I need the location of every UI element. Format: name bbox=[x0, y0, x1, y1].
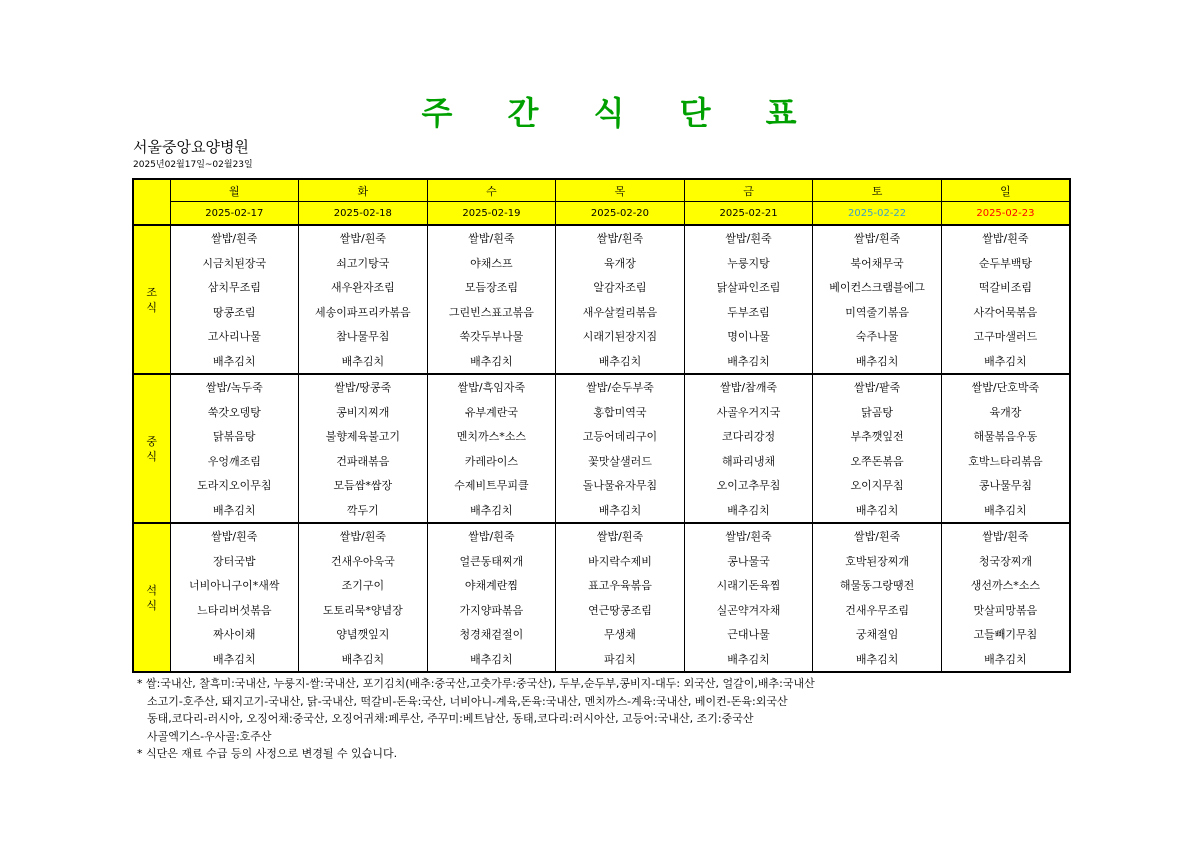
table-row bbox=[133, 647, 1070, 673]
menu-cell-wed: 야채스프 bbox=[427, 251, 556, 276]
menu-cell-fri: 근대나물 bbox=[684, 622, 813, 647]
menu-cell-tue: 쌀밥/흰죽 bbox=[299, 523, 428, 549]
meal-label-char: 중 bbox=[146, 434, 158, 448]
day-name-thu: 목 bbox=[556, 179, 685, 202]
menu-cell-tue: 쌀밥/흰죽 bbox=[299, 225, 428, 251]
table-row bbox=[133, 523, 1070, 549]
menu-cell-sun: 해물볶음우동 bbox=[941, 424, 1070, 449]
menu-cell-fri: 콩나물국 bbox=[684, 549, 813, 574]
menu-cell-fri: 배추김치 bbox=[684, 349, 813, 375]
menu-cell-sat: 쌀밥/흰죽 bbox=[813, 225, 942, 251]
menu-cell-wed: 청경채겉절이 bbox=[427, 622, 556, 647]
menu-cell-fri: 해파리냉채 bbox=[684, 449, 813, 474]
menu-cell-wed: 멘치까스*소스 bbox=[427, 424, 556, 449]
menu-cell-fri: 사골우거지국 bbox=[684, 400, 813, 425]
menu-cell-mon: 배추김치 bbox=[170, 647, 299, 673]
menu-cell-sat: 배추김치 bbox=[813, 498, 942, 524]
menu-cell-fri: 명이나물 bbox=[684, 324, 813, 349]
date-sat: 2025-02-22 bbox=[813, 202, 942, 226]
menu-cell-tue: 깍두기 bbox=[299, 498, 428, 524]
table-row bbox=[133, 400, 1070, 425]
date-tue: 2025-02-18 bbox=[299, 202, 428, 226]
menu-cell-wed: 쌀밥/흰죽 bbox=[427, 225, 556, 251]
menu-cell-wed: 얼큰동태찌개 bbox=[427, 549, 556, 574]
menu-cell-sat: 부추깻잎전 bbox=[813, 424, 942, 449]
menu-cell-sun: 순두부백탕 bbox=[941, 251, 1070, 276]
menu-cell-sun: 육개장 bbox=[941, 400, 1070, 425]
date-sun: 2025-02-23 bbox=[941, 202, 1070, 226]
menu-cell-mon: 쌀밥/녹두죽 bbox=[170, 374, 299, 400]
menu-cell-thu: 배추김치 bbox=[556, 498, 685, 524]
menu-cell-sun: 떡갈비조림 bbox=[941, 275, 1070, 300]
menu-cell-mon: 땅콩조림 bbox=[170, 300, 299, 325]
menu-cell-fri: 실곤약겨자채 bbox=[684, 598, 813, 623]
day-header-row bbox=[133, 179, 1070, 202]
menu-cell-fri: 배추김치 bbox=[684, 647, 813, 673]
weekly-menu-table bbox=[132, 178, 1071, 673]
table-row bbox=[133, 251, 1070, 276]
menu-cell-sat: 베이컨스크램블에그 bbox=[813, 275, 942, 300]
menu-cell-thu: 표고우육볶음 bbox=[556, 573, 685, 598]
menu-cell-sun: 배추김치 bbox=[941, 498, 1070, 524]
menu-cell-mon: 닭볶음탕 bbox=[170, 424, 299, 449]
menu-cell-wed: 야채계란찜 bbox=[427, 573, 556, 598]
table-row bbox=[133, 598, 1070, 623]
menu-cell-wed: 쌀밥/흰죽 bbox=[427, 523, 556, 549]
day-name-tue: 화 bbox=[299, 179, 428, 202]
menu-cell-tue: 건파래볶음 bbox=[299, 449, 428, 474]
date-header-row bbox=[133, 202, 1070, 226]
menu-cell-mon: 너비아니구이*새싹 bbox=[170, 573, 299, 598]
menu-cell-fri: 두부조림 bbox=[684, 300, 813, 325]
menu-cell-tue: 세송이파프리카볶음 bbox=[299, 300, 428, 325]
menu-cell-fri: 닭살파인조림 bbox=[684, 275, 813, 300]
menu-cell-tue: 배추김치 bbox=[299, 647, 428, 673]
menu-cell-thu: 알감자조림 bbox=[556, 275, 685, 300]
menu-cell-wed: 배추김치 bbox=[427, 498, 556, 524]
menu-cell-tue: 건새우아욱국 bbox=[299, 549, 428, 574]
table-row bbox=[133, 300, 1070, 325]
menu-cell-sat: 쌀밥/팥죽 bbox=[813, 374, 942, 400]
menu-cell-sat: 배추김치 bbox=[813, 647, 942, 673]
menu-cell-thu: 돌나물유자무침 bbox=[556, 473, 685, 498]
menu-cell-sat: 오이지무침 bbox=[813, 473, 942, 498]
menu-period: 2025년02월17일~02월23일 bbox=[133, 160, 253, 170]
note-line: * 쌀:국내산, 찰흑미:국내산, 누룽지-쌀:국내산, 포기김치(배추:중국산,고춧가루:중국산), 두부,순두부,콩비지-대두: 외국산, 얼갈이,배추:국내산 bbox=[137, 677, 815, 690]
menu-cell-wed: 배추김치 bbox=[427, 647, 556, 673]
menu-cell-mon: 느타리버섯볶음 bbox=[170, 598, 299, 623]
menu-cell-sat: 쌀밥/흰죽 bbox=[813, 523, 942, 549]
menu-cell-sun: 고구마샐러드 bbox=[941, 324, 1070, 349]
menu-cell-mon: 우엉깨조림 bbox=[170, 449, 299, 474]
menu-cell-mon: 고사리나물 bbox=[170, 324, 299, 349]
menu-cell-thu: 바지락수제비 bbox=[556, 549, 685, 574]
meal-label-char: 식 bbox=[146, 300, 158, 314]
menu-cell-sun: 쌀밥/단호박죽 bbox=[941, 374, 1070, 400]
meal-label-char: 식 bbox=[146, 449, 158, 463]
menu-cell-sun: 청국장찌개 bbox=[941, 549, 1070, 574]
menu-cell-tue: 배추김치 bbox=[299, 349, 428, 375]
menu-cell-mon: 쑥갓오뎅탕 bbox=[170, 400, 299, 425]
menu-cell-tue: 조기구이 bbox=[299, 573, 428, 598]
menu-cell-thu: 홍합미역국 bbox=[556, 400, 685, 425]
menu-cell-thu: 꽃맛살샐러드 bbox=[556, 449, 685, 474]
meal-label-char: 식 bbox=[146, 598, 158, 612]
menu-cell-wed: 쌀밥/흑임자죽 bbox=[427, 374, 556, 400]
table-row bbox=[133, 573, 1070, 598]
page-title: 주 간 식 단 표 bbox=[421, 94, 819, 132]
menu-cell-sun: 고들빼기무침 bbox=[941, 622, 1070, 647]
menu-cell-sat: 숙주나물 bbox=[813, 324, 942, 349]
table-row bbox=[133, 374, 1070, 400]
menu-cell-tue: 참나물무침 bbox=[299, 324, 428, 349]
menu-cell-wed: 배추김치 bbox=[427, 349, 556, 375]
menu-cell-wed: 그린빈스표고볶음 bbox=[427, 300, 556, 325]
menu-cell-fri: 쌀밥/참깨죽 bbox=[684, 374, 813, 400]
header-corner-lower bbox=[133, 202, 170, 226]
menu-cell-mon: 짜사이채 bbox=[170, 622, 299, 647]
menu-cell-mon: 삼치무조림 bbox=[170, 275, 299, 300]
menu-cell-wed: 카레라이스 bbox=[427, 449, 556, 474]
meal-label bbox=[133, 374, 170, 523]
menu-cell-wed: 쑥갓두부나물 bbox=[427, 324, 556, 349]
menu-cell-tue: 도토리묵*양념장 bbox=[299, 598, 428, 623]
menu-cell-mon: 시금치된장국 bbox=[170, 251, 299, 276]
table-row bbox=[133, 498, 1070, 524]
menu-cell-sat: 호박된장찌개 bbox=[813, 549, 942, 574]
menu-cell-sat: 오쭈돈볶음 bbox=[813, 449, 942, 474]
meal-label-char: 조 bbox=[146, 285, 158, 299]
menu-cell-thu: 시래기된장지짐 bbox=[556, 324, 685, 349]
menu-cell-fri: 쌀밥/흰죽 bbox=[684, 523, 813, 549]
notes-section bbox=[137, 675, 815, 763]
table-row bbox=[133, 225, 1070, 251]
menu-cell-sun: 맛살피망볶음 bbox=[941, 598, 1070, 623]
menu-cell-sat: 미역줄기볶음 bbox=[813, 300, 942, 325]
menu-cell-mon: 쌀밥/흰죽 bbox=[170, 523, 299, 549]
menu-cell-fri: 누룽지탕 bbox=[684, 251, 813, 276]
menu-cell-tue: 불향제육불고기 bbox=[299, 424, 428, 449]
menu-cell-thu: 파김치 bbox=[556, 647, 685, 673]
date-wed: 2025-02-19 bbox=[427, 202, 556, 226]
menu-cell-thu: 무생채 bbox=[556, 622, 685, 647]
day-name-sat: 토 bbox=[813, 179, 942, 202]
day-name-sun: 일 bbox=[941, 179, 1070, 202]
menu-cell-wed: 가지양파볶음 bbox=[427, 598, 556, 623]
menu-cell-sat: 북어채무국 bbox=[813, 251, 942, 276]
note-line: 동태,코다리-러시아, 오징어채:중국산, 오징어귀채:페루산, 주꾸미:베트남산, 동태,코다리:러시아산, 고등어:국내산, 조기:중국산 bbox=[147, 712, 754, 725]
menu-cell-thu: 연근땅콩조림 bbox=[556, 598, 685, 623]
menu-cell-sat: 배추김치 bbox=[813, 349, 942, 375]
menu-cell-wed: 수제비트무피클 bbox=[427, 473, 556, 498]
date-mon: 2025-02-17 bbox=[170, 202, 299, 226]
menu-cell-thu: 쌀밥/흰죽 bbox=[556, 523, 685, 549]
table-row bbox=[133, 622, 1070, 647]
meal-label bbox=[133, 225, 170, 374]
menu-cell-sat: 건새우무조림 bbox=[813, 598, 942, 623]
menu-cell-fri: 쌀밥/흰죽 bbox=[684, 225, 813, 251]
table-row bbox=[133, 349, 1070, 375]
menu-cell-thu: 쌀밥/순두부죽 bbox=[556, 374, 685, 400]
menu-cell-sun: 배추김치 bbox=[941, 647, 1070, 673]
menu-cell-tue: 양념깻잎지 bbox=[299, 622, 428, 647]
table-row bbox=[133, 424, 1070, 449]
menu-cell-tue: 새우완자조림 bbox=[299, 275, 428, 300]
menu-cell-sat: 닭곰탕 bbox=[813, 400, 942, 425]
table-row bbox=[133, 449, 1070, 474]
menu-cell-fri: 배추김치 bbox=[684, 498, 813, 524]
menu-cell-fri: 시래기돈육찜 bbox=[684, 573, 813, 598]
hospital-name: 서울중앙요양병원 bbox=[133, 138, 249, 156]
meal-label bbox=[133, 523, 170, 672]
menu-cell-fri: 코다리강정 bbox=[684, 424, 813, 449]
menu-cell-mon: 배추김치 bbox=[170, 349, 299, 375]
menu-cell-wed: 유부계란국 bbox=[427, 400, 556, 425]
menu-cell-mon: 장터국밥 bbox=[170, 549, 299, 574]
note-line: 사골엑기스-우사골:호주산 bbox=[147, 729, 272, 743]
table-row bbox=[133, 275, 1070, 300]
menu-cell-tue: 모듬쌈*쌈장 bbox=[299, 473, 428, 498]
menu-cell-mon: 배추김치 bbox=[170, 498, 299, 524]
date-fri: 2025-02-21 bbox=[684, 202, 813, 226]
menu-cell-tue: 콩비지찌개 bbox=[299, 400, 428, 425]
menu-cell-fri: 오이고추무침 bbox=[684, 473, 813, 498]
menu-cell-sun: 생선까스*소스 bbox=[941, 573, 1070, 598]
day-name-wed: 수 bbox=[427, 179, 556, 202]
menu-cell-sat: 궁채절임 bbox=[813, 622, 942, 647]
menu-cell-thu: 쌀밥/흰죽 bbox=[556, 225, 685, 251]
day-name-mon: 월 bbox=[170, 179, 299, 202]
menu-cell-thu: 고등어데리구이 bbox=[556, 424, 685, 449]
menu-cell-tue: 쇠고기탕국 bbox=[299, 251, 428, 276]
meal-label-char: 석 bbox=[146, 583, 158, 597]
table-row bbox=[133, 473, 1070, 498]
menu-cell-tue: 쌀밥/땅콩죽 bbox=[299, 374, 428, 400]
table-row bbox=[133, 324, 1070, 349]
menu-cell-sun: 쌀밥/흰죽 bbox=[941, 523, 1070, 549]
table-row bbox=[133, 549, 1070, 574]
note-line: * 식단은 재료 수급 등의 사정으로 변경될 수 있습니다. bbox=[137, 747, 398, 760]
menu-cell-sat: 해물동그랑땡전 bbox=[813, 573, 942, 598]
menu-cell-mon: 도라지오이무침 bbox=[170, 473, 299, 498]
menu-cell-thu: 육개장 bbox=[556, 251, 685, 276]
day-name-fri: 금 bbox=[684, 179, 813, 202]
note-line: 소고기-호주산, 돼지고기-국내산, 닭-국내산, 떡갈비-돈육:국산, 너비아니-계육,돈육:국내산, 멘치까스-계육:국내산, 베이컨-돈육:외국산 bbox=[147, 694, 788, 708]
date-thu: 2025-02-20 bbox=[556, 202, 685, 226]
menu-cell-sun: 쌀밥/흰죽 bbox=[941, 225, 1070, 251]
header-corner bbox=[133, 179, 170, 202]
menu-cell-sun: 배추김치 bbox=[941, 349, 1070, 375]
menu-cell-sun: 콩나물무침 bbox=[941, 473, 1070, 498]
menu-cell-sun: 사각어묵볶음 bbox=[941, 300, 1070, 325]
menu-cell-wed: 모듬장조림 bbox=[427, 275, 556, 300]
menu-cell-thu: 배추김치 bbox=[556, 349, 685, 375]
menu-cell-thu: 새우살컬리볶음 bbox=[556, 300, 685, 325]
menu-cell-sun: 호박느타리볶음 bbox=[941, 449, 1070, 474]
menu-cell-mon: 쌀밥/흰죽 bbox=[170, 225, 299, 251]
